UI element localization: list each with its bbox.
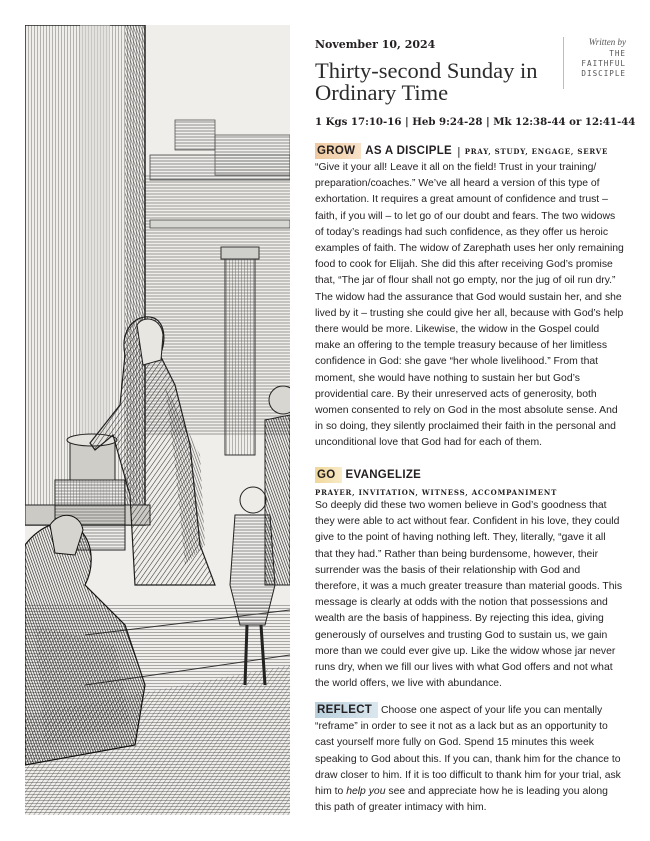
go-keywords: PRAYER, INVITATION, WITNESS, ACCOMPANIMENT (315, 488, 558, 497)
author-credit (563, 37, 626, 89)
widows-offering-illustration (25, 25, 290, 815)
reflect-text-2: see and appreciate how he is leading you along this path of greater intimacy with him. (315, 786, 608, 814)
grow-subtitle: AS A DISCIPLE (365, 145, 453, 157)
date: November 10, 2024 (315, 38, 436, 51)
reflect-text-1: Choose one aspect of your life you can mentally “reframe” in order to see it not as a lack but as an opportunity to cast yourself more fully on God. Spend 15 minutes this week speaking to God about this. If you can, thank him for the chance to draw closer to him. If it is too difficult to thank him for your trial, ask him to (315, 705, 621, 798)
grow-tag: GROW (315, 143, 361, 159)
reflect-body (315, 702, 625, 816)
reflect-tag: REFLECT (315, 702, 378, 718)
credit-name-line-1: THE (609, 49, 626, 58)
grow-separator: | (457, 144, 461, 158)
grow-section-header (315, 143, 608, 159)
credit-author-name (564, 49, 626, 79)
go-section-header (315, 467, 421, 483)
scripture-readings: 1 Kgs 17:10-16 | Heb 9:24-28 | Mk 12:38-44 or 12:41-44 (315, 116, 636, 128)
grow-keywords: PRAY, STUDY, ENGAGE, SERVE (464, 146, 609, 156)
grow-body: “Give it your all! Leave it all on the field! Trust in your training/ preparation/coaches.” We’ve all heard a version of this type of exhortation. It requires a great amount of confidence and trust – faith, if you will – to let go of our doubt and fears. The two widows of today’s readings had such confidence, as they offer us heroic examples of faith. The widow of Zarephath uses her only remaining food to cook for Elijah. She did this after receiving God’s promise that, “The jar of flour shall not go empty, nor the jug of oil run dry.” The widow had the assurance that God would sustain her, and she lived by it – trusting she could give her all, because with God’s help there would be more. Likewise, the widow in the Gospel could make an offering to the temple treasury because of her limitless confidence in God: she gave “her whole livelihood.” From that moment, she would have nothing to sustain her but God’s providential care. By their unreserved acts of generosity, both women consented to rely on God in the most absolute sense. And in so doing, they silently proclaimed their faith in the personal and unconditional love that God had for each of them. (315, 162, 624, 449)
go-subtitle: EVANGELIZE (345, 469, 422, 481)
go-body: So deeply did these two women believe in God’s goodness that they were able to act without fear. Confident in his love, they could give to the point of having nothing left. They, literally, “gave it all that they had.” Rather than being burdensome, however, their surrender was the basis of their relationship with God and therefore, it was a much greater treasure than material goods. This message is clearly at odds with the notion that possessions and wealth are the basis of happiness. By rejecting this idea, giving generously of ourselves and trusting God to sustain us, we gain more than we could ever give up. Like the widow whose jar never runs dry, when we fill our lives with what God offers and not what the world offers, we live with abundance. (315, 500, 623, 690)
go-tag: GO (315, 467, 342, 483)
page-title: Thirty-second Sunday in Ordinary Time (315, 58, 538, 105)
credit-written-by: Written by (588, 37, 626, 47)
credit-name-line-3: DISCIPLE (581, 69, 626, 78)
credit-name-line-2: FAITHFUL (581, 59, 626, 68)
reflect-emphasis: help you (346, 786, 386, 798)
